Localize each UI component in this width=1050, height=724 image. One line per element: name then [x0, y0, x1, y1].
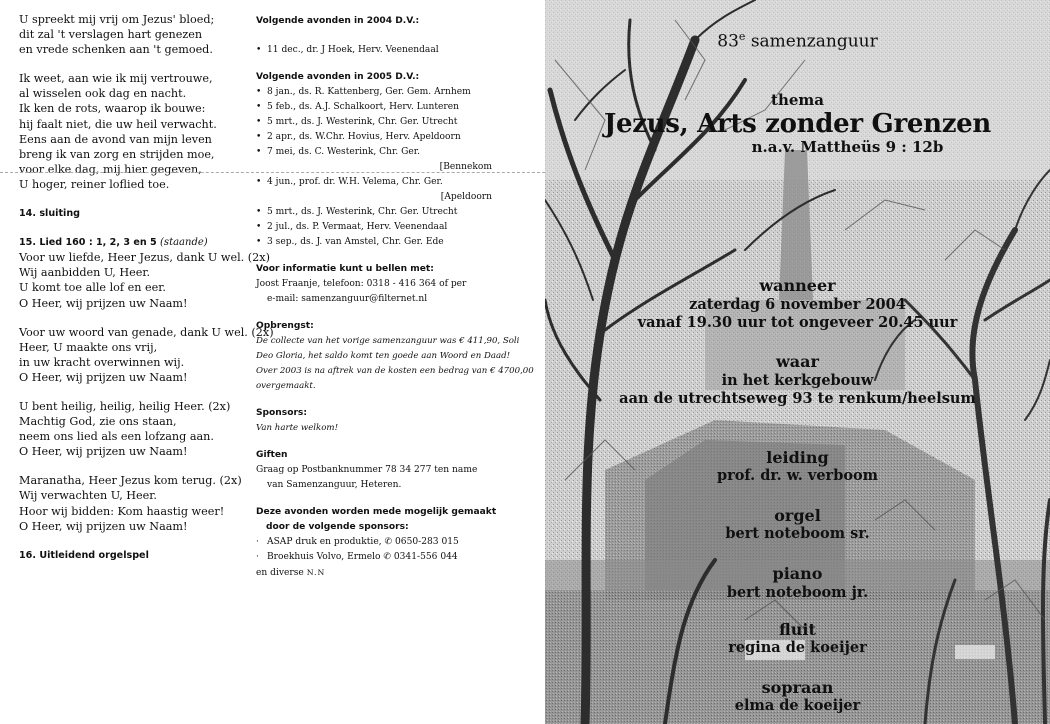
heading-info: Voor informatie kunt u bellen met: [256, 264, 434, 274]
evening-text: 5 mrt., ds. J. Westerink, Chr. Ger. Utrecht [267, 117, 458, 127]
song-line: Wij aanbidden U, Heer. [19, 266, 151, 280]
song-line: O Heer, wij prijzen uw Naam! [19, 296, 188, 310]
leiding-name: prof. dr. w. verboom [716, 467, 879, 484]
info-email-text: e-mail: samenzanguur@filternet.nl [267, 294, 428, 304]
piano-label: piano [772, 564, 823, 583]
leiding-label: leiding [766, 448, 829, 467]
sopraan-name: elma de koeijer [734, 697, 861, 714]
evening-item: • 5 mrt., ds. J. Westerink, Chr. Ger. Utrecht [256, 207, 458, 217]
evening-location: [Bennekom [439, 162, 492, 172]
song-line: Ik ken de rots, waarop ik bouwe: [19, 102, 206, 116]
song-line: Voor uw woord van genade, dank U wel. (2x) [19, 325, 274, 339]
opbrengst-line: Over 2003 is na aftrek van de kosten een bedrag van € 4700,00 [256, 366, 534, 376]
song-line: hij faalt niet, die uw heil verwacht. [19, 117, 217, 131]
song-line: U spreekt mij vrij om Jezus' bloed; [19, 13, 215, 26]
evening-text: 2 jul., ds. P. Vermaat, Herv. Veenendaal [267, 222, 448, 232]
heading-giften: Giften [256, 450, 288, 460]
song-line: voor elke dag, mij hier gegeven, [19, 162, 202, 176]
thema-title: Jezus, Arts zonder Grenzen [603, 109, 992, 139]
heading-mede: Deze avonden worden mede mogelijk gemaakt [256, 507, 497, 517]
evening-item: • 11 dec., dr. J Hoek, Herv. Veenendaal [256, 45, 439, 55]
song-verse-2 [19, 71, 251, 192]
sponsor-text: Broekhuis Volvo, Ermelo ✆ 0341-556 044 [267, 552, 458, 562]
section-2005 [256, 70, 492, 250]
waar-address: aan de utrechtseweg 93 te renkum/heelsum [619, 390, 976, 407]
song-line: in uw kracht overwinnen wij. [19, 355, 185, 369]
heading-sluiting: 14. sluiting [19, 208, 81, 220]
evening-item: • 5 feb., ds. A.J. Schalkoort, Herv. Lunteren [256, 102, 459, 112]
evening-item: • 2 jul., ds. P. Vermaat, Herv. Veenendaal [256, 222, 448, 232]
sponsor-text: ASAP druk en produktie, ✆ 0650-283 015 [267, 537, 459, 547]
song-line: Ik weet, aan wie ik mij vertrouwe, [19, 72, 213, 86]
event-number-value: 83 [717, 31, 739, 52]
song-line: neem ons lied als een lofzang aan. [19, 430, 214, 444]
lied-160 [19, 235, 270, 310]
diverse-line [256, 565, 492, 581]
giften-line: van Samenzanguur, Heteren. [267, 480, 402, 490]
heading-2005: Volgende avonden in 2005 D.V.: [256, 72, 420, 82]
evening-text: 5 mrt., ds. J. Westerink, Chr. Ger. Utrecht [267, 207, 458, 217]
evening-text: 4 jun., prof. dr. W.H. Velema, Chr. Ger. [267, 177, 443, 187]
nn-text: N.N [306, 568, 326, 577]
heading-2004: Volgende avonden in 2004 D.V.: [256, 16, 420, 26]
song-line: al wisselen ook dag en nacht. [19, 87, 187, 101]
info-line: Joost Fraanje, telefoon: 0318 - 416 364 of per [256, 279, 467, 289]
song-line: O Heer, wij prijzen uw Naam! [19, 370, 188, 384]
song-line: dit zal 't verslagen hart genezen [19, 28, 203, 42]
song-line: Heer, U maakte ons vrij, [19, 340, 158, 354]
evening-item: • 2 apr., ds. W.Chr. Hovius, Herv. Apeldoorn [256, 132, 461, 142]
section-info [256, 262, 492, 307]
waar-label: waar [776, 352, 819, 371]
section-opbrengst [256, 319, 534, 394]
song-line: Eens aan de avond van mijn leven [19, 132, 212, 146]
giften-line: Graag op Postbanknummer 78 34 277 ten name [256, 465, 478, 475]
orgel-label: orgel [774, 506, 821, 525]
evening-item: • 5 mrt., ds. J. Westerink, Chr. Ger. Utrecht [256, 117, 458, 127]
lied-verse-4 [19, 473, 251, 533]
song-line: U hoger, reiner loflied toe. [19, 177, 170, 191]
lied-heading [19, 235, 251, 250]
evening-item: • 3 sep., ds. J. van Amstel, Chr. Ger. Ede [256, 237, 444, 247]
evening-text: 7 mei, ds. C. Westerink, Chr. Ger. [267, 147, 420, 157]
evening-text: 11 dec., dr. J Hoek, Herv. Veenendaal [267, 45, 439, 55]
evening-text: 3 sep., ds. J. van Amstel, Chr. Ger. Ede [267, 237, 444, 247]
opbrengst-line: Deo Gloria, het saldo komt ten goede aan Woord en Daad! [256, 351, 511, 361]
cover-photo-panel [545, 0, 1050, 724]
diverse-text: en diverse [256, 568, 304, 578]
lied-staande: (staande) [160, 237, 208, 249]
song-line: Machtig God, zie ons staan, [19, 415, 177, 429]
song-line: Voor uw liefde, Heer Jezus, dank U wel. (2x) [19, 251, 270, 265]
song-line: Maranatha, Heer Jezus kom terug. (2x) [19, 474, 242, 488]
evening-text: 8 jan., ds. R. Kattenberg, Ger. Gem. Arnhem [267, 87, 471, 97]
heading-orgelspel: 16. Uitleidend orgelspel [19, 549, 149, 561]
song-line: U bent heilig, heilig, heilig Heer. (2x) [19, 399, 231, 413]
event-number [545, 30, 1050, 52]
evening-location: [Apeldoorn [440, 192, 492, 202]
thema-subtitle: n.a.v. Mattheüs 9 : 12b [751, 138, 944, 156]
evening-item: • 8 jan., ds. R. Kattenberg, Ger. Gem. Arnhem [256, 87, 471, 97]
lied-verse-2 [19, 325, 274, 385]
waar-location: in het kerkgebouw [721, 372, 874, 389]
thema-label: thema [771, 91, 824, 109]
opbrengst-line: De collecte van het vorige samenzanguur was € 411,90, Soli [256, 336, 520, 346]
evening-text: 5 feb., ds. A.J. Schalkoort, Herv. Lunteren [267, 102, 459, 112]
song-line: Hoor wij bidden: Kom haastig weer! [19, 504, 225, 518]
section-giften [256, 448, 492, 493]
song-line: O Heer, wij prijzen uw Naam! [19, 445, 188, 459]
song-line: O Heer, wij prijzen uw Naam! [19, 519, 188, 533]
orgel-name: bert noteboom sr. [725, 525, 870, 542]
sponsor-item: · ASAP druk en produktie, ✆ 0650-283 015 [256, 537, 459, 547]
section-2004 [256, 14, 492, 58]
heading-sponsors: Sponsors: [256, 408, 307, 418]
song-line: breng ik van zorg en strijden moe, [19, 147, 215, 161]
info-email [256, 292, 492, 307]
song-line: en vrede schenken aan 't gemoed. [19, 43, 213, 57]
event-number-sup: e [738, 30, 746, 43]
lied-verse-3 [19, 399, 251, 459]
wanneer-label: wanneer [759, 276, 836, 295]
event-name: samenzanguur [750, 31, 878, 52]
song-line: U komt toe alle lof en eer. [19, 281, 166, 295]
info-column [256, 14, 534, 593]
heading-mede-2: door de volgende sponsors: [266, 522, 409, 532]
evening-text: 2 apr., ds. W.Chr. Hovius, Herv. Apeldoorn [267, 132, 461, 142]
fold-line [0, 172, 545, 173]
song-line: Wij verwachten U, Heer. [19, 489, 157, 503]
sponsors-text: Van harte welkom! [256, 423, 339, 433]
lied-heading-text: 15. Lied 160 : 1, 2, 3 en 5 [19, 237, 157, 249]
wanneer-time: vanaf 19.30 uur tot ongeveer 20.45 uur [637, 314, 958, 331]
song-verse-1 [19, 12, 251, 57]
evening-item: • 4 jun., prof. dr. W.H. Velema, Chr. Ger. [256, 177, 443, 187]
piano-name: bert noteboom jr. [726, 584, 869, 601]
wanneer-date: zaterdag 6 november 2004 [689, 296, 906, 313]
opbrengst-line: overgemaakt. [256, 381, 316, 391]
fluit-label: fluit [779, 620, 816, 639]
section-mede [256, 505, 497, 581]
sponsor-item: · Broekhuis Volvo, Ermelo ✆ 0341-556 044 [256, 552, 458, 562]
sopraan-label: sopraan [761, 678, 834, 697]
fluit-name: regina de koeijer [728, 639, 867, 656]
heading-opbrengst: Opbrengst: [256, 321, 314, 331]
section-sponsors [256, 406, 492, 436]
evening-item: • 7 mei, ds. C. Westerink, Chr. Ger. [256, 147, 420, 157]
